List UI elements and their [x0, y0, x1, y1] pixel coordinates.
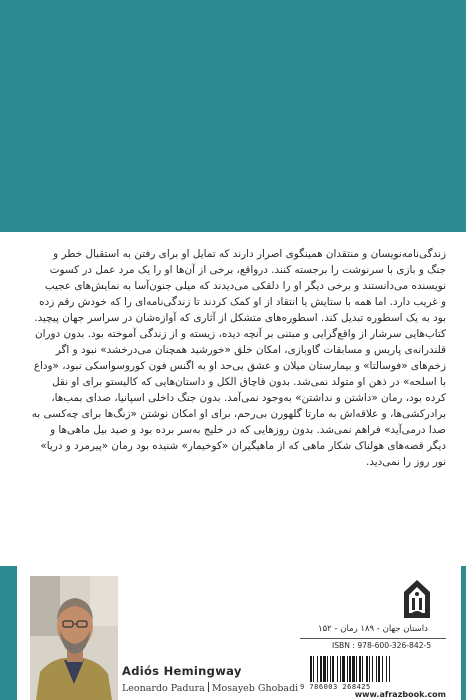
blurb-line: بود به یک اسطوره تبدیل کند. اسطوره‌های متشکل از آثاری که آوازه‌شان در سراسر جهان پیچید.	[34, 312, 446, 324]
blurb-text	[18, 246, 446, 582]
barcode-bar	[310, 656, 312, 682]
blurb-line: زندگی‌نامه‌نویسان و منتقدان همینگوی اصرار دارند که تمایل او برای رفتن به استقبال خطر و	[53, 248, 446, 260]
barcode-bar	[382, 656, 383, 682]
barcode-bar	[386, 656, 387, 682]
barcode-bar	[359, 656, 361, 682]
author-photo	[30, 576, 118, 700]
blurb-line: صدا درمی‌آید» فراهم نمی‌شد. بدون روزهایی که در خلیج به‌سر برده بود و صید بیل ماهی‌ها و	[50, 424, 446, 436]
barcode-bar	[369, 656, 370, 682]
top-color-band	[0, 0, 466, 232]
blurb-line: با اسلحه» در ذهن او متولد نمی‌شد. بدون قاچاق الکل و داستان‌هایی که کالیستو برای او نقل	[52, 376, 446, 388]
barcode-bar	[320, 656, 322, 682]
blurb-line: و غریب دارد. اما همه با ستایش یا انتقاد از او کمک کردند تا زندگی‌نامه‌ای را که خودش رقم زده	[39, 296, 446, 308]
barcode-bar	[389, 656, 390, 682]
publisher-website: www.afrazbook.com	[354, 690, 446, 699]
barcode-bar	[330, 656, 331, 682]
credit-separator	[208, 682, 209, 692]
barcode-number: 9 786003 268425	[300, 683, 371, 691]
blurb-line: نور روز را نمی‌دید.	[366, 456, 446, 468]
barcode-bar	[323, 656, 326, 682]
barcode-bar	[327, 656, 328, 682]
barcode-bar	[313, 656, 314, 682]
barcode-bar	[352, 656, 355, 682]
blurb-line: قلندرانه‌ی پاریس و مسابقات گاوبازی، امکان خلق «خورشید همچنان می‌درخشد» نبود و اگر	[55, 344, 446, 356]
barcode-bar	[362, 656, 363, 682]
barcode-bar	[376, 656, 377, 682]
series-info: داستان جهان - ۱۸۹ رمان - ۱۵۲	[318, 624, 428, 634]
barcode	[300, 654, 446, 686]
barcode-bar	[378, 656, 380, 682]
barcode-bar	[342, 656, 345, 682]
cover-titles	[122, 664, 299, 698]
afraz-publisher-logo-icon	[396, 578, 438, 622]
divider	[300, 638, 446, 639]
barcode-bar	[347, 656, 348, 682]
barcode-bar	[366, 656, 368, 682]
blurb-line: دیگر قصه‌های هولناک شکار ماهی که از ماهیگیران «کوخیمار» شنیده بود رمان «پیرمرد و دریا»	[40, 440, 446, 452]
barcode-bar	[332, 656, 334, 682]
barcode-bar	[372, 656, 373, 682]
blurb-line: برادرکشی‌ها، و علاقه‌اش به مارتا گلهورن بی‌رحم، برای او امکان نوشتن «زنگ‌ها برای چه‌کسی به	[31, 408, 446, 420]
blurb-line: کرده بود، رمان «داشتن و نداشتن» به‌وجود نمی‌آمد. بدون جنگ داخلی اسپانیا، صدای بمب‌ها،	[51, 392, 446, 404]
blurb-line: زخم‌های «فوسالتا» و بیمارستان میلان و عشق بی‌حد او به اگنس فون کوروسواسکی نبود، «وداع	[33, 360, 446, 372]
barcode-bar	[356, 656, 357, 682]
barcode-bar	[340, 656, 341, 682]
blurb-line: کتاب‌هایی سرشار از واقع‌گرایی و مبتنی بر آنچه دیده، زیسته و از زندگی آموخته بود. بدون دوران	[34, 328, 446, 340]
isbn: ISBN : 978-600-326-842-5	[332, 641, 432, 650]
book-title: Adiós Hemingway	[122, 664, 242, 678]
author-name: Leonardo Padura	[122, 683, 205, 694]
barcode-bar	[317, 656, 318, 682]
barcode-bar	[349, 656, 351, 682]
blurb-line: جنگ و بازی با سرنوشت را برجسته کنند. درواقع، برخی از آن‌ها او را یک مرد عمل در کسوت	[49, 264, 446, 276]
blurb-line: نویسنده می‌دانستند و برخی دیگر او را دلقکی می‌دیدند که میلی جنون‌آسا به نمایش‌های عجیب	[44, 280, 446, 292]
translator-name: Mosayeb Ghobadi	[211, 683, 299, 694]
barcode-bar	[337, 656, 338, 682]
book-credits	[122, 682, 299, 694]
